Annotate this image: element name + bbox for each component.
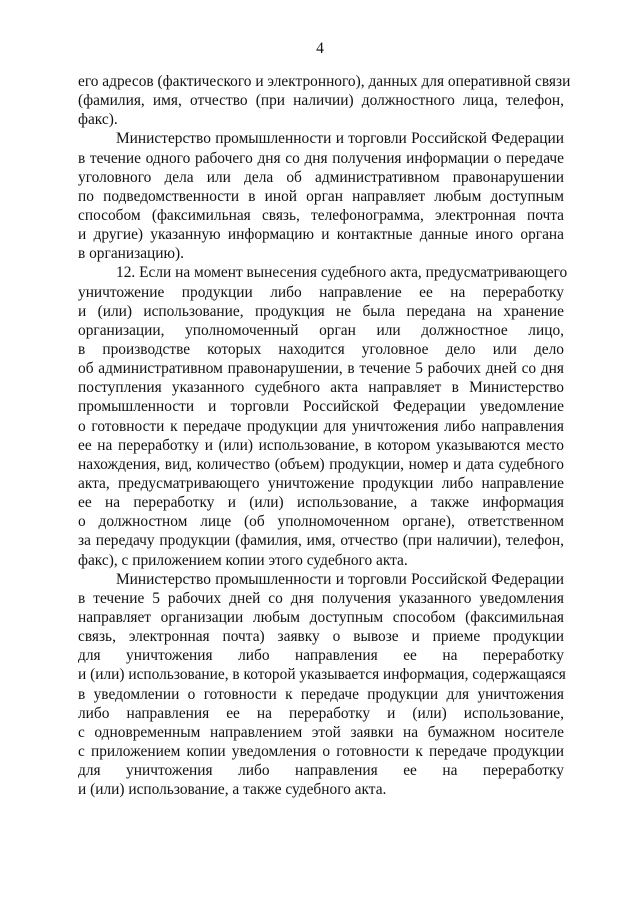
text-line: уголовного дела или дела об административном правонарушении (78, 168, 564, 186)
text-line: и (или) использование, в которой указывается информация, содержащаяся (78, 666, 566, 684)
text-line: и (или) использование, а также судебного акта. (78, 781, 387, 799)
text-line: ее на переработку и (или) использование, а также информация (78, 494, 564, 512)
text-line: связь, электронная почта) заявку о вывозе и приеме продукции (78, 628, 564, 646)
text-line: об административном правонарушении, в течение 5 рабочих дней со дня (78, 360, 564, 378)
text-line: организации, уполномоченный орган или должностное лицо, (78, 321, 564, 339)
text-line: нахождения, вид, количество (объем) продукции, номер и дата судебного (78, 455, 564, 473)
text-line: с приложением копии уведомления о готовности к передаче продукции (78, 742, 564, 760)
text-line: о должностном лице (об уполномоченном органе), ответственном (78, 513, 564, 531)
text-line: по подведомственности в иной орган направляет любым доступным (78, 187, 564, 205)
text-line: либо направления ее на переработку и (или) использование, (78, 704, 564, 722)
text-line: поступления указанного судебного акта направляет в Министерство (78, 379, 564, 397)
text-line: и (или) использование, продукция не была передана на хранение (78, 302, 564, 320)
text-line: 12. Если на момент вынесения судебного акта, предусматривающего (116, 264, 568, 282)
text-line: направляет организации любым доступным способом (факсимильная (78, 608, 564, 626)
text-line: для уничтожения либо направления ее на переработку (78, 647, 564, 665)
text-line: в течение одного рабочего дня со дня получения информации о передаче (78, 149, 564, 167)
text-line: ее на переработку и (или) использование, в котором указываются место (78, 436, 564, 454)
text-line: способом (факсимильная связь, телефонограмма, электронная почта (78, 206, 564, 224)
text-line: уничтожение продукции либо направление ее на переработку (78, 283, 564, 301)
text-line: факс). (78, 111, 118, 129)
page-number: 4 (316, 40, 324, 57)
text-line: в производстве которых находится уголовное дело или дело (78, 340, 564, 358)
paragraph (78, 263, 568, 569)
text-line: за передачу продукции (фамилия, имя, отчество (при наличии), телефон, (78, 532, 564, 550)
text-line: с одновременным направлением этой заявки на бумажном носителе (78, 723, 564, 741)
text-line: факс), с приложением копии этого судебного акта. (78, 551, 408, 569)
text-line: промышленности и торговли Российской Федерации уведомление (78, 398, 564, 416)
text-line: в организацию). (78, 245, 184, 263)
text-line: акта, предусматривающего уничтожение продукции либо направление (78, 474, 564, 492)
text-line: в уведомлении о готовности к передаче продукции для уничтожения (78, 685, 564, 703)
text-line: Министерство промышленности и торговли Российской Федерации (116, 570, 564, 588)
text-line: в течение 5 рабочих дней со дня получения указанного уведомления (78, 589, 564, 607)
text-line: для уничтожения либо направления ее на переработку (78, 762, 564, 780)
text-line: (фамилия, имя, отчество (при наличии) должностного лица, телефон, (78, 92, 564, 110)
paragraph (78, 72, 571, 129)
text-line: его адресов (фактического и электронного), данных для оперативной связи (78, 73, 571, 90)
paragraph (78, 570, 564, 800)
text-line: о готовности к передаче продукции для уничтожения либо направления (78, 417, 564, 435)
text-line: Министерство промышленности и торговли Российской Федерации (116, 130, 564, 148)
paragraph (78, 129, 564, 263)
document-body (78, 72, 571, 799)
text-line: и другие) указанную информацию и контактные данные иного органа (78, 226, 564, 244)
